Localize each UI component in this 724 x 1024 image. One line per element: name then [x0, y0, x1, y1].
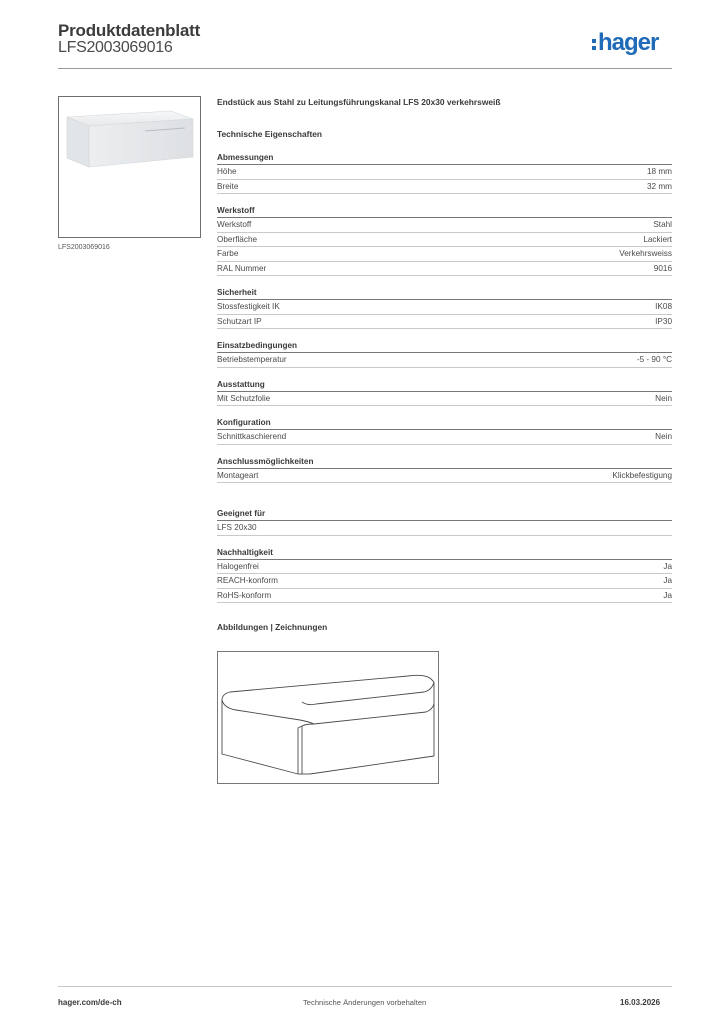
group-title-konfiguration: Konfiguration	[217, 417, 672, 430]
spec-row	[217, 589, 672, 604]
spec-label: REACH-konform	[217, 576, 278, 585]
spec-value: IK08	[655, 302, 672, 311]
group-title-anschluss: Anschlussmöglichkeiten	[217, 456, 672, 469]
spec-row	[217, 574, 672, 589]
spec-value: Ja	[663, 576, 672, 585]
spec-value: 9016	[653, 263, 672, 273]
logo-wordmark: hager	[598, 29, 659, 56]
spec-section-title: Technische Eigenschaften	[217, 129, 323, 139]
spec-row	[217, 392, 672, 407]
spec-label: Oberfläche	[217, 234, 258, 244]
hager-logo	[592, 29, 658, 57]
footer-date: 16.03.2026	[620, 998, 661, 1007]
article-number: LFS2003069016	[58, 39, 173, 56]
spec-row	[217, 300, 672, 315]
footer-note: Technische Änderungen vorbehalten	[303, 998, 427, 1007]
drawings-section-title: Abbildungen | Zeichnungen	[217, 622, 328, 632]
spec-row	[217, 353, 672, 368]
spec-label: Werkstoff	[217, 220, 252, 229]
spec-value: Lackiert	[643, 234, 672, 244]
technical-drawing	[217, 651, 439, 784]
spec-value: Verkehrsweiss	[619, 249, 672, 258]
spec-label: Halogenfrei	[217, 561, 259, 571]
spec-label: RAL Nummer	[217, 263, 267, 273]
spec-label: Montageart	[217, 470, 259, 480]
spec-label: Schnittkaschierend	[217, 432, 287, 441]
spec-row	[217, 430, 672, 445]
spec-value: Nein	[655, 393, 672, 403]
spec-label: Stossfestigkeit IK	[217, 302, 280, 311]
group-title-ausstattung: Ausstattung	[217, 379, 672, 392]
product-photo-icon	[59, 97, 200, 237]
end-cap-drawing-icon	[218, 652, 438, 783]
spec-label: Höhe	[217, 167, 237, 176]
logo-dots-icon	[592, 39, 596, 50]
spec-value: -5 - 90 °C	[636, 355, 672, 364]
spec-label: LFS 20x30	[217, 523, 257, 532]
product-description: Endstück aus Stahl zu Leitungsführungskanal LFS 20x30 verkehrsweiß	[217, 97, 501, 107]
specification-section	[217, 96, 672, 633]
spec-row	[217, 233, 672, 248]
spec-label: Schutzart IP	[217, 316, 262, 326]
spec-row	[217, 165, 672, 180]
spec-label: Mit Schutzfolie	[217, 393, 271, 403]
group-title-nachhaltigkeit: Nachhaltigkeit	[217, 547, 672, 560]
spec-row	[217, 247, 672, 262]
spec-value: 32 mm	[646, 181, 672, 191]
group-title-sicherheit: Sicherheit	[217, 287, 672, 300]
spec-row	[217, 218, 672, 233]
header-divider	[58, 68, 672, 69]
spec-label: Betriebstemperatur	[217, 355, 287, 364]
footer-website[interactable]: hager.com/de-ch	[58, 998, 122, 1007]
product-image-caption: LFS2003069016	[58, 244, 110, 251]
spec-row	[217, 469, 672, 484]
group-title-geeignet: Geeignet für	[217, 508, 672, 521]
spec-row	[217, 315, 672, 330]
spec-label: Farbe	[217, 249, 239, 258]
spec-value: IP30	[655, 316, 672, 326]
spec-label: RoHS-konform	[217, 590, 272, 600]
spec-value: 18 mm	[646, 167, 672, 176]
spec-row	[217, 180, 672, 195]
spec-row	[217, 560, 672, 575]
group-title-einsatzbedingungen: Einsatzbedingungen	[217, 340, 672, 353]
spec-value: Stahl	[653, 220, 672, 229]
spec-label: Breite	[217, 181, 239, 191]
footer-divider	[58, 986, 672, 987]
spec-row	[217, 521, 672, 536]
product-image	[58, 96, 201, 238]
spec-value: Ja	[663, 561, 672, 571]
spec-value: Klickbefestigung	[612, 470, 672, 480]
group-title-werkstoff: Werkstoff	[217, 205, 672, 218]
group-title-abmessungen: Abmessungen	[217, 152, 672, 165]
spec-row	[217, 262, 672, 277]
spec-value: Ja	[663, 590, 672, 600]
spec-value: Nein	[655, 432, 672, 441]
page-title: Produktdatenblatt	[58, 21, 201, 40]
